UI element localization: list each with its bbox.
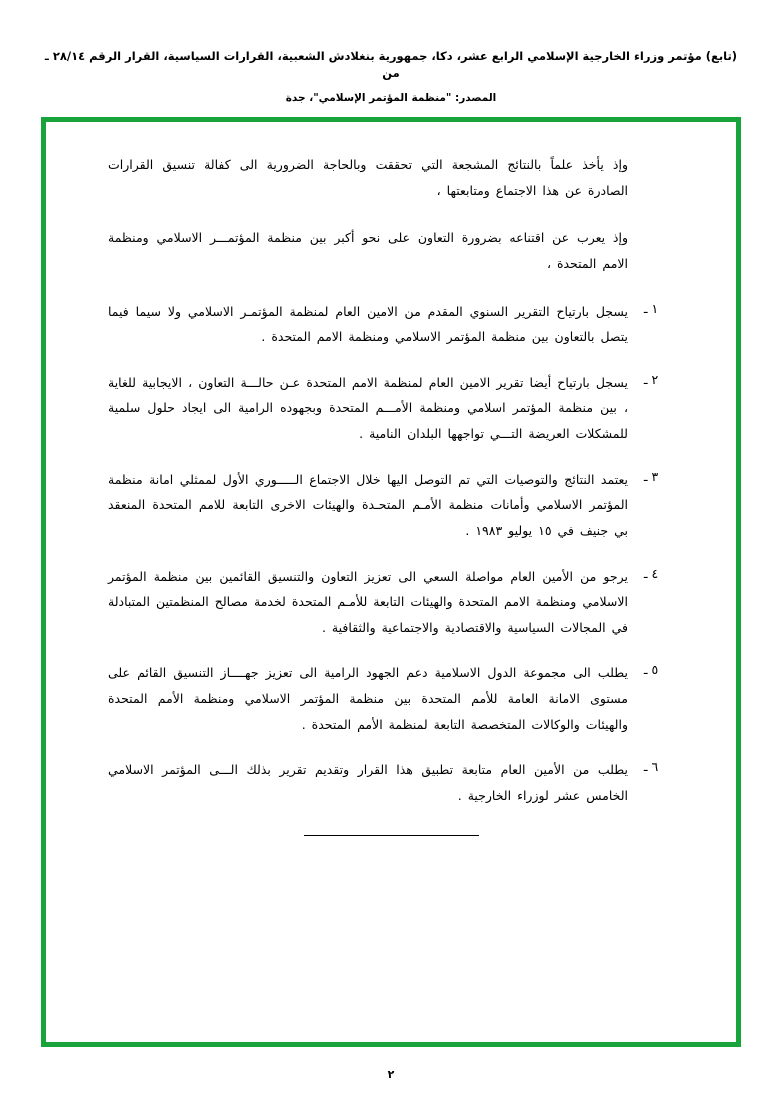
clause-number: ٦ ـ [643, 759, 659, 775]
clause-item [108, 660, 674, 737]
clause-text: يسجل بارتياح أيضا تقرير الامين العام لمنظمة الامم المتحدة عـن حالـــة التعاون ، الايجابية للغاية ، بين منظمة المؤتمر اسلامي ومنظمة الأمـــم المتحدة وبجهوده الرامية الى ايجاد حلول سلمية للمشكلات العريضة التـــي تواجهها البلدان النامية . [108, 374, 628, 441]
green-border-frame [41, 117, 741, 1047]
page-number: ٢ [387, 1068, 395, 1081]
preamble-paragraph [108, 225, 674, 276]
clause-item [108, 757, 674, 808]
preamble-paragraph [108, 152, 674, 203]
clause-text: يسجل بارتياح التقرير السنوي المقدم من الامين العام لمنظمة المؤتمـر الاسلامي ولا سيما فيما يتصل بالتعاون بين منظمة المؤتمر الاسلامي ومنظمة الامم المتحدة . [108, 303, 628, 345]
clause-text: يرجو من الأمين العام مواصلة السعي الى تعزيز التعاون والتنسيق القائمين بين منظمة المؤتمر الاسلامي ومنظمة الامم المتحدة والهيئات التابعة للأمـم المتحدة لخدمة مصالح المنظمتين المتبادلة في المجالات السياسية والاقتصادية والاجتماعية والثقافية . [108, 568, 628, 635]
page-header [40, 48, 742, 104]
clause-number: ٣ ـ [643, 468, 659, 484]
header-source-line: (تابع) مؤتمر وزراء الخارجية الإسلامي الرابع عشر، دكا، جمهورية بنغلادش الشعبية، القرارات السياسية، القرار الرقم ٢٨/١٤ ـ من [44, 49, 738, 81]
clause-number: ١ ـ [643, 300, 659, 316]
clause-item [108, 370, 674, 447]
header-origin-line: المصدر: "منظمة المؤتمر الإسلامي"، جدة [285, 91, 497, 104]
document-body [108, 152, 674, 836]
clause-text: يطلب الى مجموعة الدول الاسلامية دعم الجهود الرامية الى تعزيز جهــــاز التنسيق القائم على مستوى الامانة العامة للأمم المتحدة بين منظمة المؤتمر الاسلامي ومنظمة الأمم المتحدة والهيئات والوكالات المتخصصة التابعة لمنظمة الأمم المتحدة . [108, 665, 628, 732]
preamble-text: وإذ يأخذ علماً بالنتائج المشجعة التي تحققت وبالحاجة الضرورية الى كفالة تنسيق القرارات الصادرة عن هذا الاجتماع ومتابعتها ، [108, 157, 628, 198]
clause-item [108, 467, 674, 544]
clause-text: يعتمد النتائج والتوصيات التي تم التوصل اليها خلال الاجتماع الـــــوري الأول لممثلي امانة منظمة المؤتمر الاسلامي وأمانات منظمة الأمـم المتحـدة والهيئات الاخرى التابعة للامم المتحدة المنعقد بي جنيف في ١٥ يوليو ١٩٨٣ . [108, 471, 628, 538]
clause-item [108, 299, 674, 350]
clause-number: ٤ ـ [643, 565, 659, 581]
clause-number: ٢ ـ [643, 371, 659, 387]
end-of-text-divider [304, 835, 479, 836]
preamble-text: وإذ يعرب عن اقتناعه بضرورة التعاون على نحو أكبر بين منظمة المؤتمـــر الاسلامي ومنظمة الامم المتحدة ، [108, 230, 628, 271]
clause-item [108, 564, 674, 641]
clause-text: يطلب من الأمين العام متابعة تطبيق هذا القرار وتقديم تقرير بذلك الـــى المؤتمر الاسلامي الخامس عشر لوزراء الخارجية . [108, 762, 628, 803]
clause-number: ٥ ـ [643, 662, 659, 678]
